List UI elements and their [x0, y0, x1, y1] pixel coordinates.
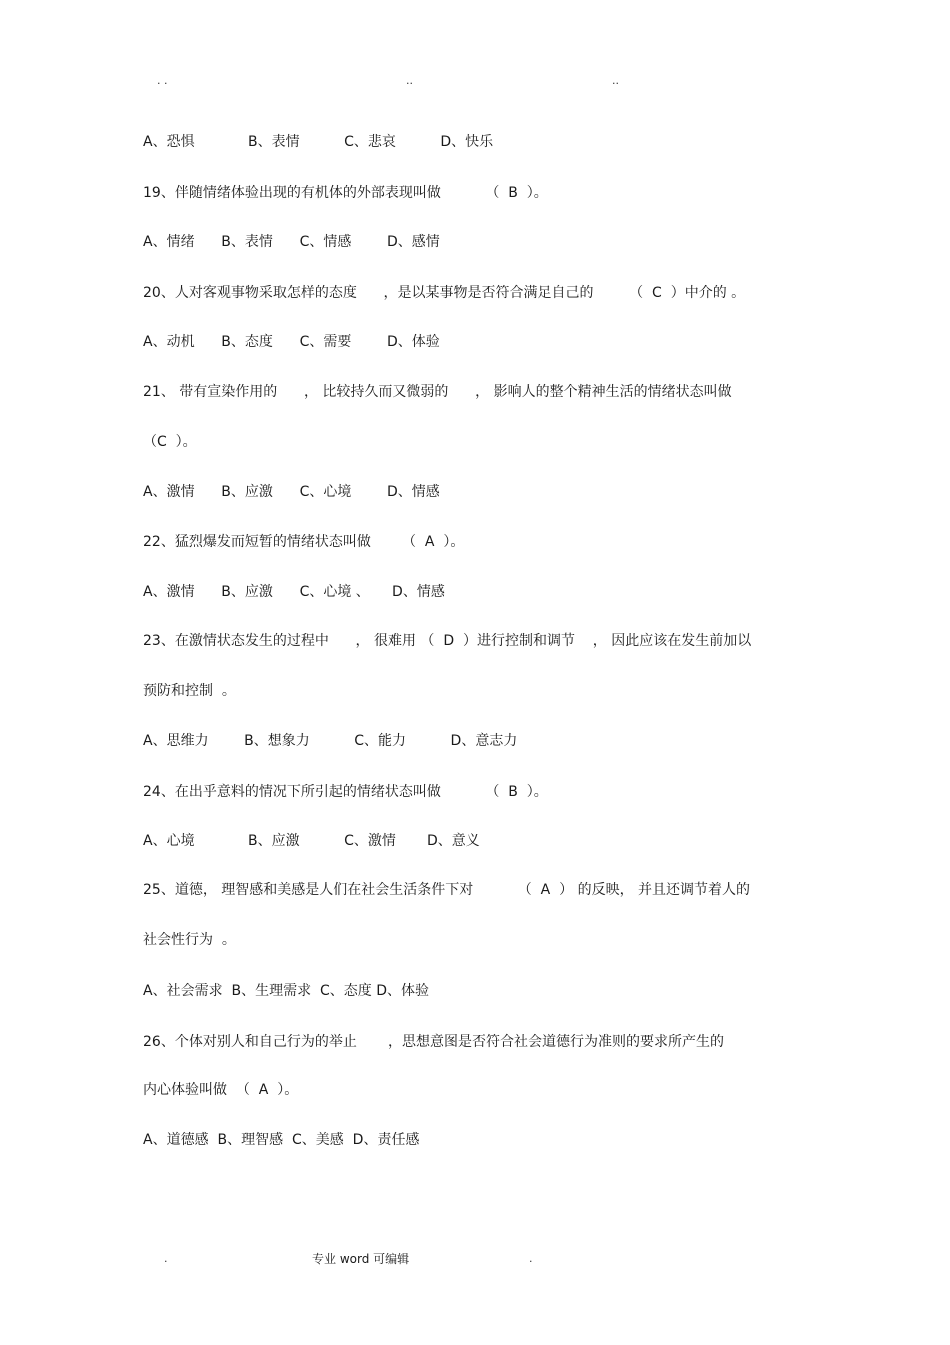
footer-mark-right: .: [529, 1252, 533, 1265]
question-25-cont: 社会性行为 。: [143, 932, 236, 948]
options-20: A、动机 B、态度 C、需要 D、体验: [143, 334, 440, 350]
footer-mark-left: .: [164, 1252, 168, 1265]
question-20: 20、人对客观事物采取怎样的态度 ，是以某事物是否符合满足自己的 （ C ）中介的 。: [143, 285, 746, 301]
options-19: A、情绪 B、表情 C、情感 D、感情: [143, 234, 440, 250]
header-mark-left: . .: [157, 74, 168, 87]
question-21-cont: （C ）。: [143, 434, 197, 450]
header-mark-center: ..: [406, 74, 413, 87]
options-21: A、激情 B、应激 C、心境 D、情感: [143, 484, 440, 500]
question-23-cont: 预防和控制 。: [143, 683, 236, 699]
question-23: 23、在激情状态发生的过程中 ， 很难用 （ D ）进行控制和调节 ， 因此应该在发生前加以: [143, 633, 752, 649]
question-26: 26、个体对别人和自己行为的举止 ，思想意图是否符合社会道德行为准则的要求所产生的: [143, 1034, 724, 1050]
options-23: A、思维力 B、想象力 C、能力 D、意志力: [143, 733, 518, 749]
question-19: 19、伴随情绪体验出现的有机体的外部表现叫做 （ B ）。: [143, 185, 548, 201]
header-mark-right: ..: [612, 74, 619, 87]
question-21: 21、 带有宣染作用的 ， 比较持久而又微弱的 ， 影响人的整个精神生活的情绪状态叫做: [143, 384, 732, 400]
question-25: 25、道德， 理智感和美感是人们在社会生活条件下对 （ A ） 的反映， 并且还调节着人的: [143, 882, 751, 898]
options-24: A、心境 B、应激 C、激情 D、意义: [143, 833, 480, 849]
question-24: 24、在出乎意料的情况下所引起的情绪状态叫做 （ B ）。: [143, 784, 548, 800]
options-22: A、激情 B、应激 C、心境 、 D、情感: [143, 584, 445, 600]
options-26: A、道德感 B、理智感 C、美感 D、责任感: [143, 1132, 420, 1148]
question-26-cont: 内心体验叫做 （ A ）。: [143, 1082, 299, 1098]
footer-text: 专业 word 可编辑: [312, 1252, 410, 1266]
question-22: 22、猛烈爆发而短暂的情绪状态叫做 （ A ）。: [143, 534, 465, 550]
options-25: A、社会需求 B、生理需求 C、态度 D、体验: [143, 983, 429, 999]
options-18: A、恐惧 B、表情 C、悲哀 D、快乐: [143, 134, 494, 150]
